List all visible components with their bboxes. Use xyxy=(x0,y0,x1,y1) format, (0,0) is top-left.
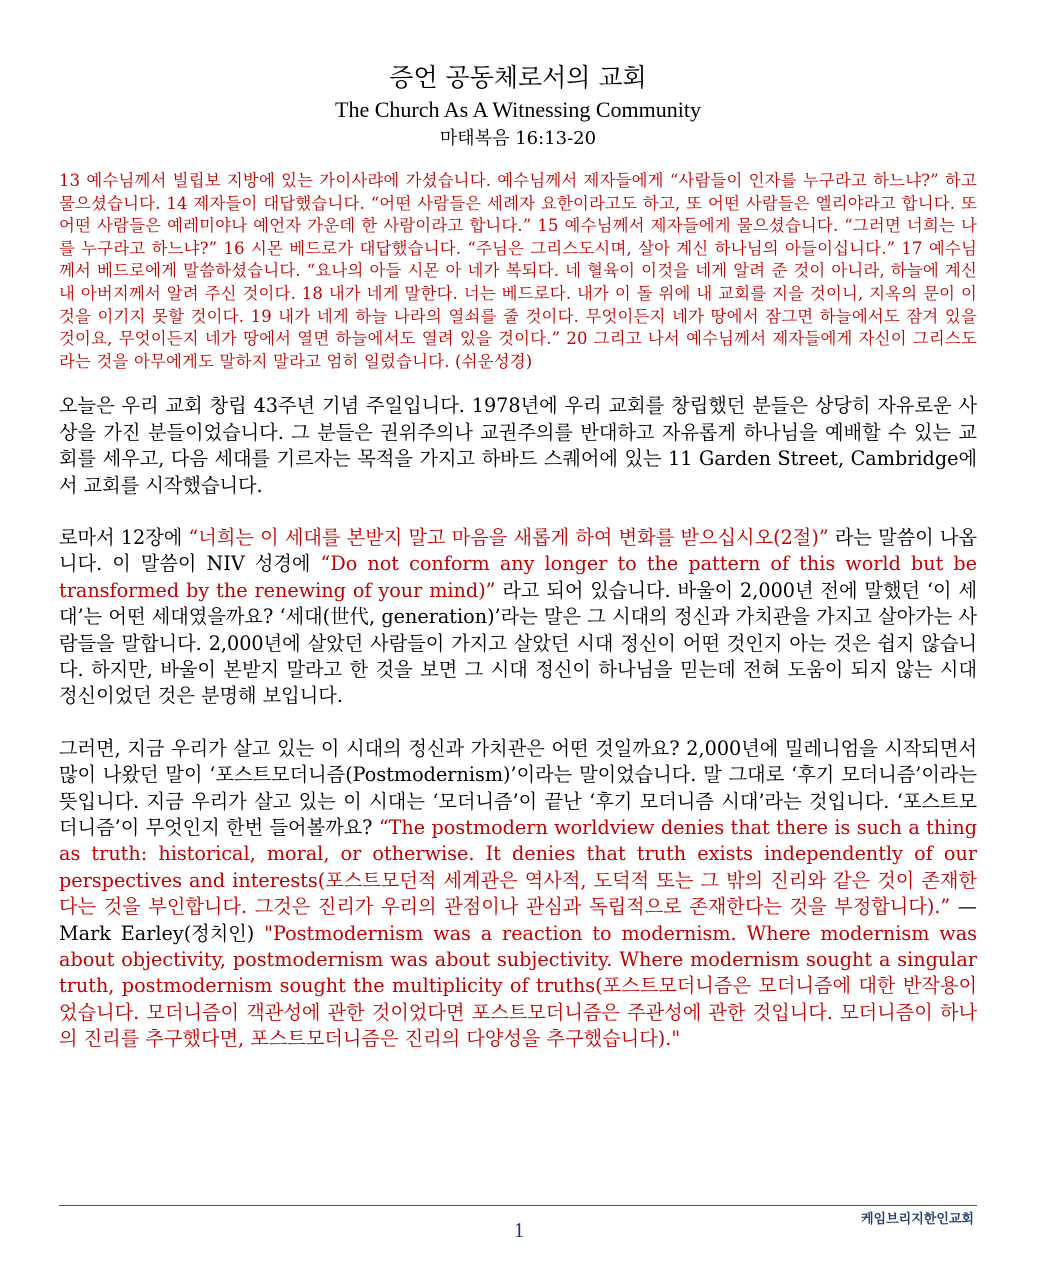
scripture-reference: 마태복음 16:13-20 xyxy=(439,128,597,149)
romans-text-1: 로마서 12장에 xyxy=(59,525,189,549)
postmodern-text-1: 그러면, 지금 우리가 살고 있는 이 시대의 정신과 가치관은 어떤 것일까요? 2,000년에 밀레니엄을 시작되면서 많이 나왔던 말이 ‘포스트모더니즘(Postmodernism)’이라는 말이었습니다. 말 그대로 ‘후기 모더니즘’이라는 뜻입니다. 지금 우리가 살고 있는 이 시대는 ‘모더니즘’이 끝난 ‘후기 모더니즘 시대’라는 것입니다. ‘포스트모더니즘’이 무엇인지 한번 들어볼까요? xyxy=(59,736,977,840)
scripture-passage: 13 예수님께서 빌립보 지방에 있는 가이사랴에 가셨습니다. 예수님께서 제자들에게 “사람들이 인자를 누구라고 하느냐?” 하고 물으셨습니다. 14 제자들이 대답했습니다. “어떤 사람들은 세례자 요한이라고도 하고, 또 어떤 사람들은 엘리야라고 합니다. 또 어떤 사람들은 예레미야나 예언자 가운데 한 사람이라고 합니다.” 15 예수님께서 제자들에게 물으셨습니다. “그러면 너희는 나를 누구라고 하느냐?” 16 시몬 베드로가 대답했습니다. “주님은 그리스도시며, 살아 계신 하나님의 아들이십니다.” 17 예수님께서 베드로에게 말씀하셨습니다. “요나의 아들 시몬 아 네가 복되다. 네 혈육이 이것을 네게 알려 준 것이 아니라, 하늘에 계신 내 아버지께서 알려 주신 것이다. 18 내가 네게 말한다. 너는 베드로다. 내가 이 돌 위에 내 교회를 지을 것이니, 지옥의 문이 이것을 이기지 못할 것이다. 19 내가 네게 하늘 나라의 열쇠를 줄 것이다. 무엇이든지 네가 땅에서 잠그면 하늘에서도 잠겨 있을 것이요, 무엇이든지 네가 땅에서 열면 하늘에서도 열려 있을 것이다.” 20 그리고 나서 예수님께서 제자들에게 자신이 그리스도라는 것을 아무에게도 말하지 말라고 엄히 일렀습니다. (쉬운성경) xyxy=(59,171,977,371)
romans-quote-korean: “너희는 이 세대를 본받지 말고 마음을 새롭게 하여 변화를 받으십시오(2절)” xyxy=(188,525,829,549)
paragraph-anniversary: 오늘은 우리 교회 창립 43주년 기념 주일입니다. 1978년에 우리 교회를 창립했던 분들은 상당히 자유로운 사상을 가진 분들이었습니다. 그 분들은 권위주의나 교권주의를 반대하고 자유롭게 하나님을 예배할 수 있는 교회를 세우고, 다음 세대를 기르자는 목적을 가지고 하바드 스퀘어에 있는 11 Garden Street, Cambridge에서 교회를 시작했습니다. xyxy=(59,394,977,497)
romans-text-3: 라고 되어 있습니다. 바울이 2,000년 전에 말했던 ‘이 세대’는 어떤 세대였을까요? ‘세대(世代, generation)’라는 말은 그 시대의 정신과 가치관을 가지고 살아가는 사람들을 말합니다. 2,000년에 살았던 사람들이 가지고 살았던 시대 정신이 어떤 것인지 아는 것은 쉽지 않습니다. 하지만, 바울이 본받지 말라고 한 것을 보면 그 시대 정신이 하나님을 믿는데 전혀 도움이 되지 않는 시대 정신이었던 것은 분명해 보입니다. xyxy=(59,578,978,708)
footer-church-name: 케임브리지한인교회 xyxy=(860,1212,974,1227)
sermon-title: 증언 공동체로서의 교회 xyxy=(389,63,647,92)
romans-quote-niv: “Do not conform any longer to the pattern of this world but be transformed by the renewing of your mind)” xyxy=(59,552,978,602)
page-number: 1 xyxy=(513,1218,525,1242)
footer-divider xyxy=(59,1205,977,1206)
postmodern-quote-2: "Postmodernism was a reaction to modernism. Where modernism was about objectivity, postmodernism was about subjectivity. Where modernism sought a singular truth, postmodernism sought the multiplicity of truths(포스트모더니즘은 모더니즘에 대한 반작용이었습니다. 모더니즘이 객관성에 관한 것이었다면 포스트모더니즘은 주관성에 관한 것입니다. 모더니즘이 하나의 진리를 추구했다면, 포스트모더니즘은 진리의 다양성을 추구했습니다)." xyxy=(59,921,977,1051)
romans-text-2: 라는 말씀이 나옵니다. 이 말씀이 NIV 성경에 xyxy=(59,525,977,576)
document-page xyxy=(59,62,977,1053)
sermon-subtitle: The Church As A Witnessing Community xyxy=(335,97,701,122)
postmodern-quote-1: “The postmodern worldview denies that there is such a thing as truth: historical, moral, or otherwise. It denies that truth exists independently of our perspectives and interests(포스트모던적 세계관은 역사적, 도덕적 또는 그 밖의 진리와 같은 것이 존재한다는 것을 부인합니다. 그것은 진리가 우리의 관점이나 관심과 독립적으로 존재한다는 것을 부정합니다).” xyxy=(59,816,978,919)
postmodern-text-2: — Mark Earley(정치인) xyxy=(59,895,977,945)
paragraph-postmodernism xyxy=(59,736,977,1053)
paragraph-romans xyxy=(59,525,977,710)
